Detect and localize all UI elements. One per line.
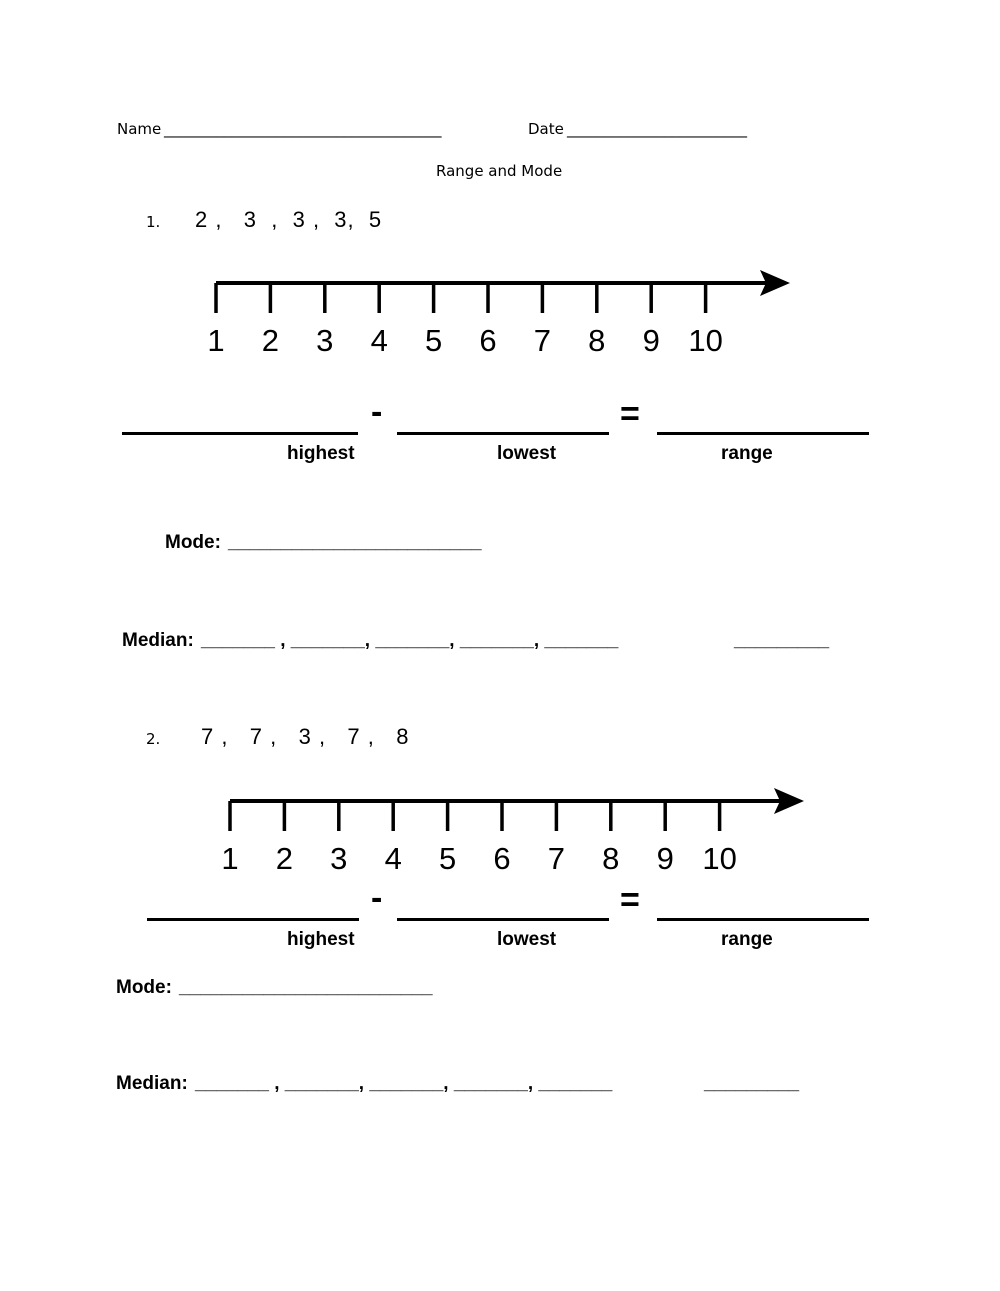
question-2-equals: = xyxy=(620,881,640,919)
question-2-minus: - xyxy=(371,879,383,917)
question-2-lowest-blank[interactable] xyxy=(397,918,609,921)
number-line-2-tick-label: 10 xyxy=(702,841,737,875)
number-line-1-tick-label: 1 xyxy=(207,323,225,357)
number-line-2 xyxy=(214,780,824,875)
number-line-2-tick-label: 5 xyxy=(438,841,457,875)
number-line-1-tick-label: 7 xyxy=(533,323,552,357)
number-line-1-tick-label: 6 xyxy=(479,323,497,357)
question-1-minus: - xyxy=(371,393,383,431)
question-1-number: 1. xyxy=(146,213,161,231)
number-line-1-tick-label: 2 xyxy=(261,323,280,357)
page-title: Range and Mode xyxy=(436,162,563,180)
question-2-range-blank[interactable] xyxy=(657,918,869,921)
question-2-number: 2. xyxy=(146,730,161,748)
question-1-range-label: range xyxy=(721,443,773,464)
question-2-range-label: range xyxy=(721,929,773,950)
number-line-1-tick-label: 4 xyxy=(370,323,388,357)
question-1-sequence: 2 , 3 , 3 , 3, 5 xyxy=(195,207,383,232)
number-line-1-tick-label: 5 xyxy=(424,323,443,357)
date-label: Date xyxy=(528,120,564,138)
question-2-highest-label: highest xyxy=(287,929,355,950)
question-1-median-answer-blank[interactable]: _________ xyxy=(734,630,830,651)
question-2-sequence: 7 , 7 , 3 , 7 , 8 xyxy=(201,724,410,749)
question-1-mode-label: Mode: xyxy=(165,532,221,553)
number-line-1-tick-label: 8 xyxy=(588,323,606,357)
number-line-2-tick-label: 4 xyxy=(384,841,402,875)
question-1-highest-blank[interactable] xyxy=(122,432,358,435)
question-1-median-label: Median: xyxy=(122,630,194,651)
number-line-2-tick-label: 6 xyxy=(493,841,511,875)
number-line-2-ticks xyxy=(221,801,736,875)
number-line-2-tick-label: 1 xyxy=(221,841,239,875)
question-1-lowest-label: lowest xyxy=(497,443,557,464)
question-2-mode-label: Mode: xyxy=(116,977,172,998)
number-line-1-tick-label: 9 xyxy=(642,323,660,357)
question-1-mode-blank[interactable]: ________________________ xyxy=(228,532,482,553)
name-label: Name xyxy=(117,120,162,138)
question-2-lowest-label: lowest xyxy=(497,929,557,950)
question-1-median-blanks[interactable]: _______ , _______, _______, _______, _______ xyxy=(201,630,619,651)
question-1-highest-label: highest xyxy=(287,443,355,464)
number-line-2-tick-label: 7 xyxy=(547,841,566,875)
question-1-equals: = xyxy=(620,395,640,433)
question-2-mode-blank[interactable]: ________________________ xyxy=(179,977,433,998)
question-2-median-answer-blank[interactable]: _________ xyxy=(704,1073,800,1094)
question-2-median-blanks[interactable]: _______ , _______, _______, _______, _______ xyxy=(195,1073,613,1094)
number-line-2-tick-label: 8 xyxy=(602,841,620,875)
question-1-lowest-blank[interactable] xyxy=(397,432,609,435)
question-2-median-label: Median: xyxy=(116,1073,188,1094)
number-line-2-tick-label: 9 xyxy=(656,841,674,875)
number-line-2-tick-label: 2 xyxy=(275,841,294,875)
number-line-2-tick-label: 3 xyxy=(330,841,348,875)
number-line-1-tick-label: 3 xyxy=(316,323,334,357)
question-1-range-blank[interactable] xyxy=(657,432,869,435)
number-line-1-ticks xyxy=(207,283,722,357)
number-line-1 xyxy=(200,262,810,357)
number-line-1-tick-label: 10 xyxy=(688,323,723,357)
question-2-highest-blank[interactable] xyxy=(147,918,359,921)
name-blank[interactable]: _____________________________________ xyxy=(164,120,442,138)
date-blank[interactable]: ________________________ xyxy=(567,120,747,138)
